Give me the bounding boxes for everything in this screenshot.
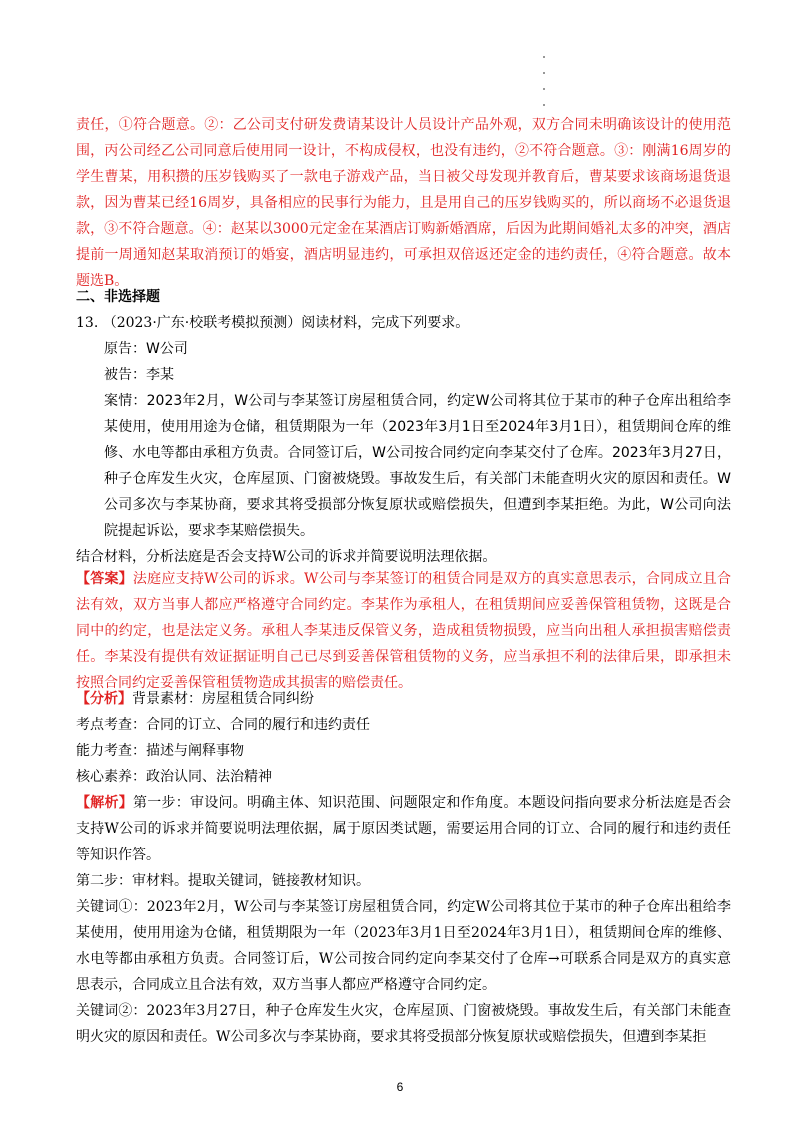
analysis-ability: 能力考查：描述与阐释事物 [76, 743, 244, 759]
explanation-label: 【解析】 [76, 795, 133, 811]
analysis-background: 背景素材：房屋租赁合同纠纷 [132, 691, 314, 707]
keyword-1: 关键词①：2023年2月，W公司与李某签订房屋租赁合同，约定W公司将其位于某市的种子仓库出租给李某使用，使用用途为仓储，租赁期限为一年（2023年3月1日至2024年3月1日），租赁期间仓库的维修、水电等都由承租方负责。合同签订后，W公司按合同约定向李某交付了仓库→可联系合同是双方的真实意思表示，合同成立且合法有效，双方当事人都应严格遵守合同约定。 [76, 899, 731, 993]
defendant-line: 被告：李某 [104, 367, 174, 383]
answer-label: 【答案】 [76, 571, 133, 587]
analysis-block [76, 686, 731, 790]
explanation-block [76, 790, 731, 1050]
keyword-2: 关键词②：2023年3月27日，种子仓库发生火灾，仓库屋顶、门窗被烧毁。事故发生后，有关部门未能查明火灾的原因和责任。W公司多次与李某协商，要求其将受损部分恢复原状或赔偿损失，但遭到李某拒 [76, 1003, 731, 1045]
case-description: 案情：2023年2月，W公司与李某签订房屋租赁合同，约定W公司将其位于某市的种子仓库出租给李某使用，使用用途为仓储，租赁期限为一年（2023年3月1日至2024年3月1日），租赁期间仓库的维修、水电等都由承租方负责。合同签订后，W公司按合同约定向李某交付了仓库。2023年3月27日，种子仓库发生火灾，仓库屋顶、门窗被烧毁。事故发生后，有关部门未能查明火灾的原因和责任。W公司多次与李某协商，要求其将受损部分恢复原状或赔偿损失，但遭到李某拒绝。为此，W公司向法院提起诉讼，要求李某赔偿损失。 [104, 393, 731, 539]
explanation-step1: 第一步：审设问。明确主体、知识范围、问题限定和作角度。本题设问指向要求分析法庭是否会支持W公司的诉求并简要说明法理依据，属于原因类试题，需要运用合同的订立、合同的履行和违约责任等知识作答。 [76, 795, 732, 863]
plaintiff-line: 原告：W公司 [104, 341, 188, 357]
answer-block [76, 566, 731, 696]
page-number: 6 [396, 1080, 404, 1094]
margin-dots [540, 56, 550, 120]
analysis-label: 【分析】 [76, 691, 132, 707]
previous-answer-block [76, 112, 731, 294]
answer-text: 法庭应支持W公司的诉求。W公司与李某签订的租赁合同是双方的真实意思表示，合同成立且合法有效，双方当事人都应严格遵守合同约定。李某作为承租人，在租赁期间应妥善保管租赁物，这既是合同中的约定，也是法定义务。承租人李某违反保管义务，造成租赁物损毁，应当向出租人承担损害赔偿责任。李某没有提供有效证据证明自己已尽到妥善保管租赁物的义务，应当承担不利的法律后果，即承担未按照合同约定妥善保管租赁物造成其损害的赔偿责任。 [76, 571, 732, 691]
question-block [76, 284, 731, 570]
previous-answer-text: 责任，①符合题意。②：乙公司支付研发费请某设计人员设计产品外观，双方合同未明确该设计的使用范围，丙公司经乙公司同意后使用同一设计，不构成侵权，也没有违约，②不符合题意。③：刚满16周岁的学生曹某，用积攒的压岁钱购买了一款电子游戏产品，当日被父母发现并教育后，曹某要求该商场退货退款，因为曹某已经16周岁，具备相应的民事行为能力，且是用自己的压岁钱购买的，所以商场不必退货退款，③不符合题意。④：赵某以3000元定金在某酒店订购新婚酒席，后因为此期间婚礼太多的冲突，酒店提前一周通知赵某取消预订的婚宴，酒店明显违约，可承担双倍返还定金的违约责任，④符合题意。故本题选B。 [76, 117, 731, 289]
analysis-points: 考点考查：合同的订立、合同的履行和违约责任 [76, 717, 370, 733]
explanation-step2: 第二步：审材料。提取关键词，链接教材知识。 [76, 873, 370, 889]
section-title: 二、非选择题 [76, 289, 160, 305]
question-task: 结合材料，分析法庭是否会支持W公司的诉求并简要说明法理依据。 [76, 549, 497, 565]
question-number-line: 13. （2023·广东·校联考模拟预测）阅读材料，完成下列要求。 [76, 315, 470, 331]
analysis-literacy: 核心素养：政治认同、法治精神 [76, 769, 272, 785]
